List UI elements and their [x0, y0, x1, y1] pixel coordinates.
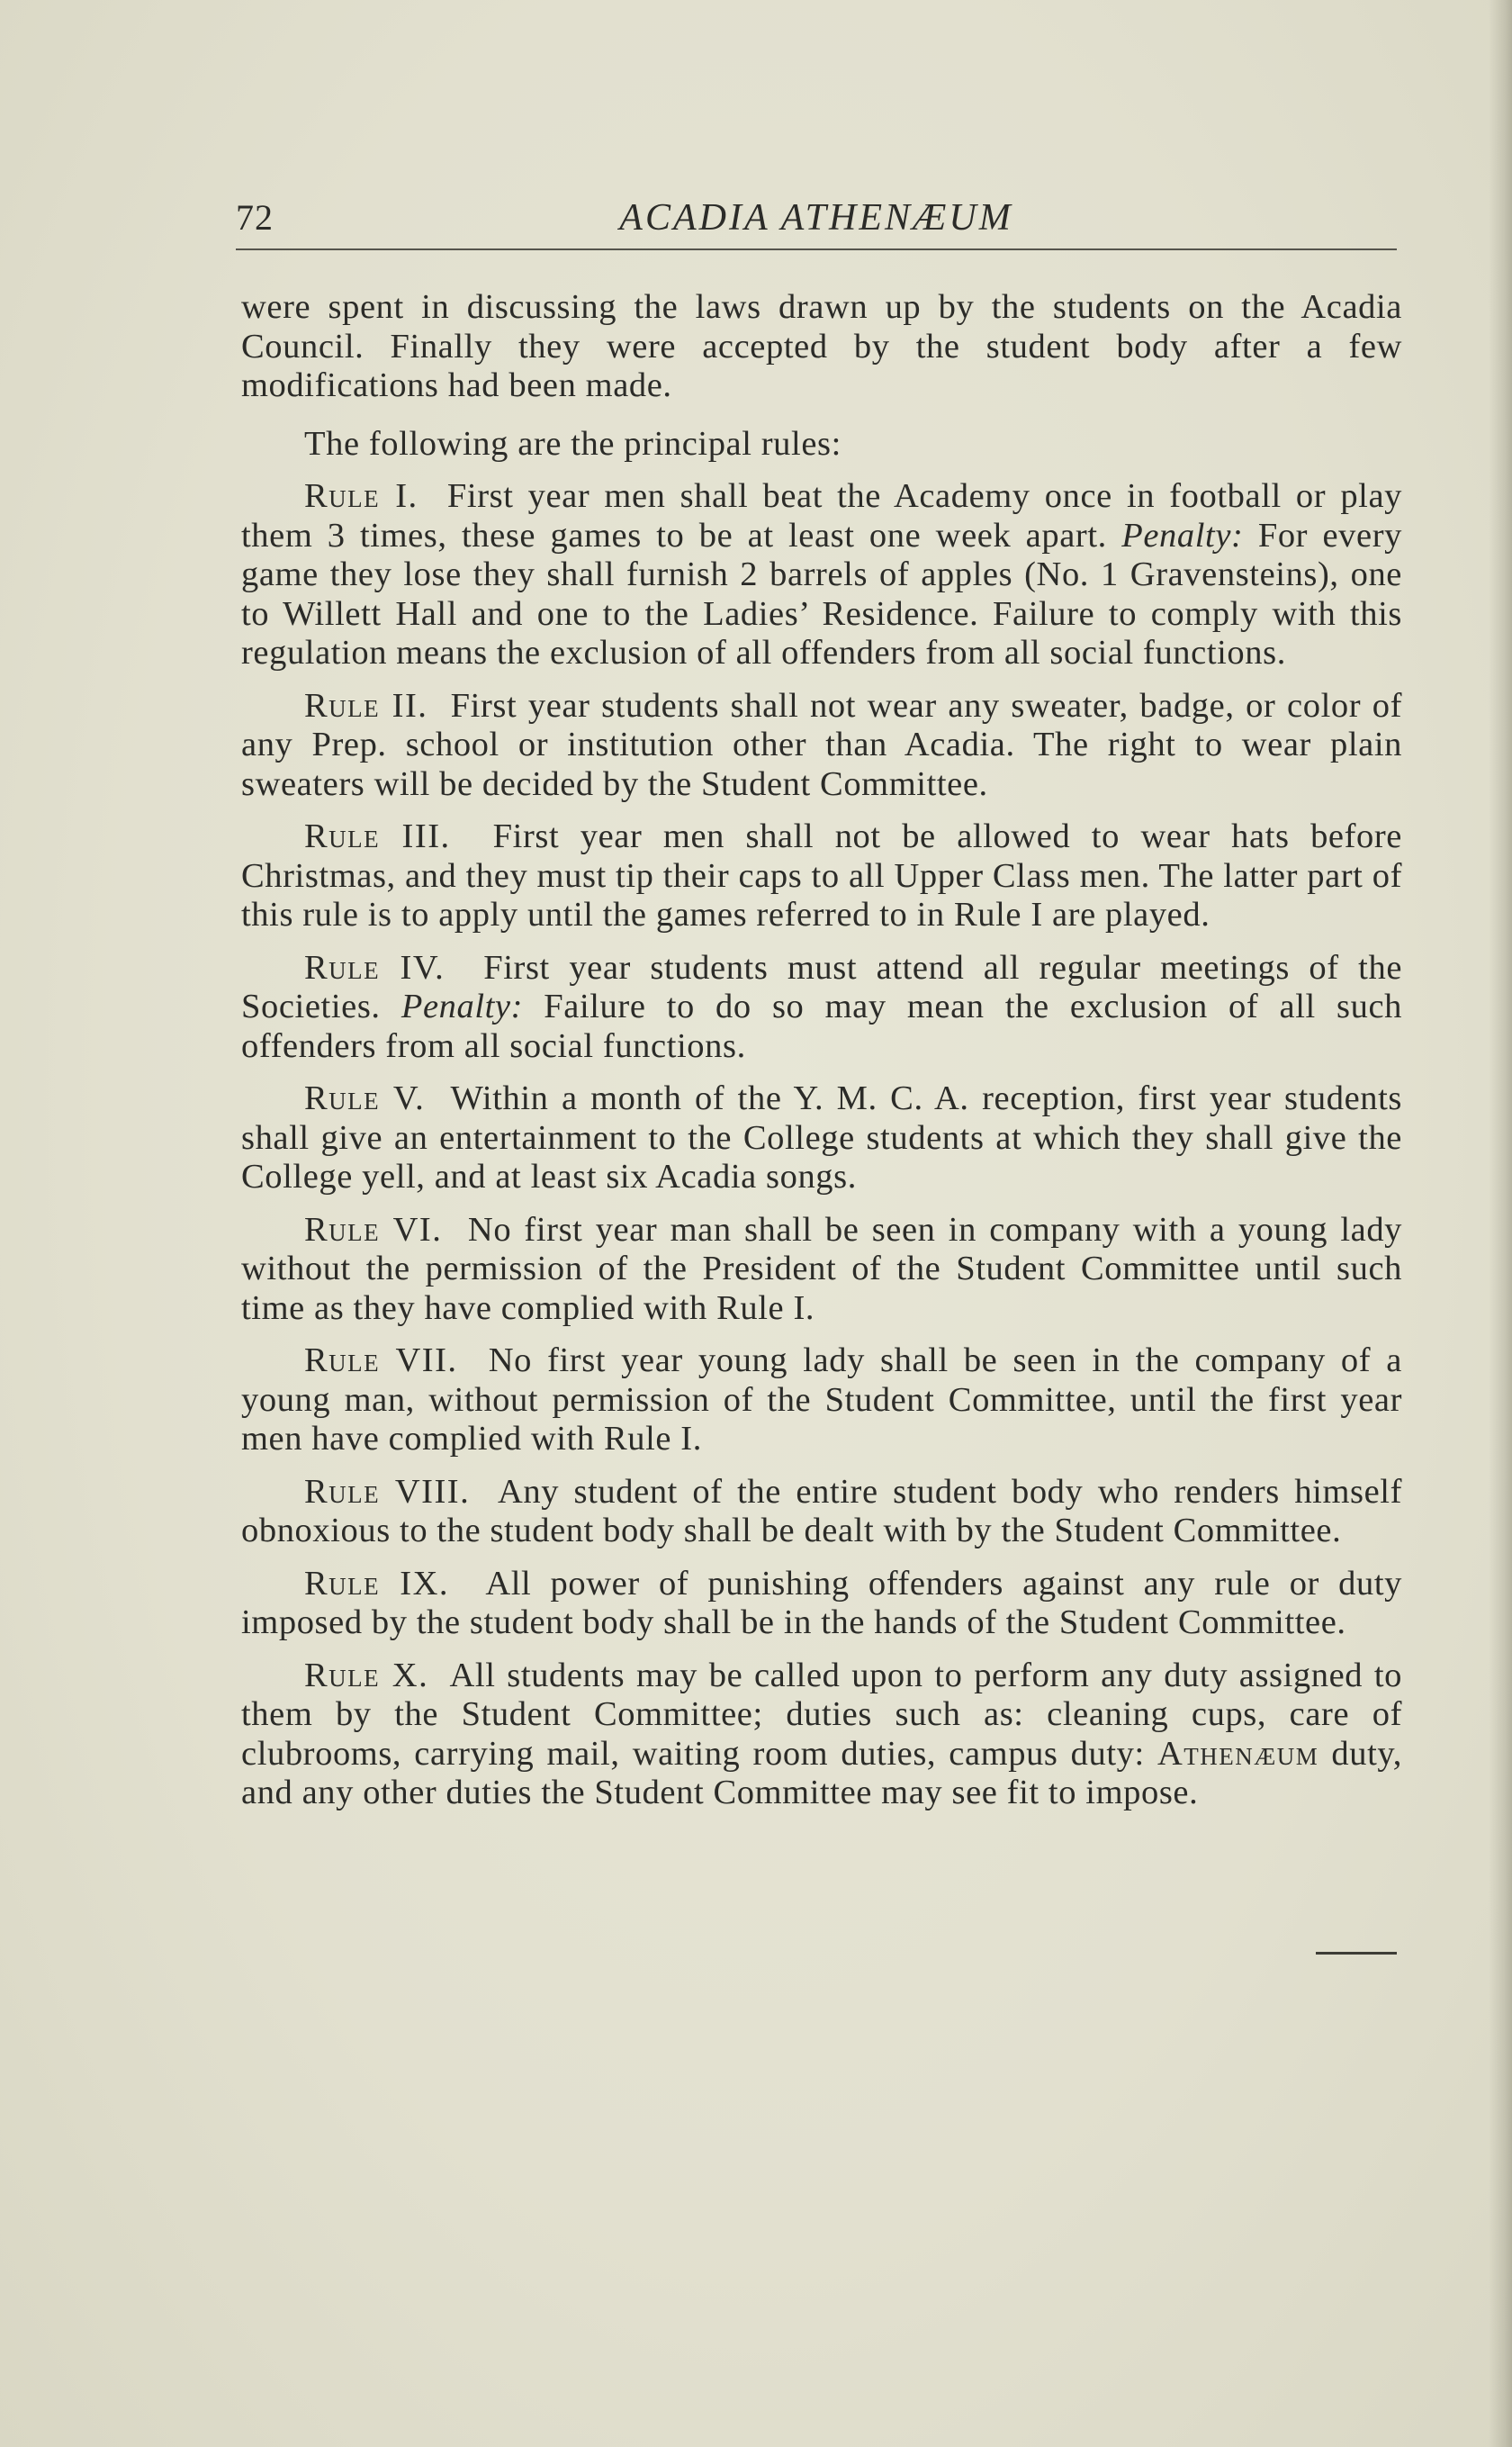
penalty-label: Penalty:: [1121, 516, 1244, 555]
page-number: 72: [236, 197, 274, 238]
rule-text: Within a month of the Y. M. C. A. reception, first year students shall give an entertainment to the College students at which they shall give the College yell, and at least six Acadia songs.: [241, 1079, 1402, 1196]
rule-text: First year students shall not wear any sweater, badge, or color of any Prep. school or institution other than Acadia. The right to wear plain sweaters will be decided by the Student Committee.: [241, 686, 1403, 803]
rule-text: All power of punishing offenders against any rule or duty imposed by the student body shall be in the hands of the Student Committee.: [241, 1564, 1403, 1641]
rule-label: Rule II.: [304, 686, 428, 725]
rule-4: [241, 949, 1402, 1067]
rule-8: [241, 1473, 1402, 1551]
rule-text: Any student of the entire student body who renders himself obnoxious to the student body shall be dealt with by the Student Committee.: [241, 1472, 1403, 1549]
rule-label: Rule IX.: [304, 1564, 450, 1603]
penalty-label: Penalty:: [400, 988, 524, 1025]
intro-paragraph: were spent in discussing the laws drawn up by the students on the Acadia Council. Finally they were accepted by the student body after a few modifications had been made.: [241, 288, 1402, 404]
lead-paragraph: The following are the principal rules:: [304, 424, 842, 463]
rule-label: Rule VI.: [304, 1210, 443, 1249]
rule-label: Rule I.: [304, 477, 418, 515]
header-rule: [236, 248, 1397, 250]
rule-9: [241, 1565, 1402, 1643]
stray-print-mark: [1316, 1952, 1397, 1955]
rule-5: [241, 1079, 1402, 1197]
rule-label: Rule III.: [304, 817, 451, 855]
rule-label: Rule IV.: [304, 948, 446, 987]
rule-label: Rule VIII.: [304, 1472, 471, 1511]
rule-text: First year men shall not be allowed to wear hats before Christmas, and they must tip their caps to all Upper Class men. The latter part of this rule is to apply until the games referred to in Rule I are played.: [241, 817, 1402, 934]
rule-2: [241, 687, 1402, 805]
rule-text: duty, and any other duties the Student Committee may see fit to impose.: [241, 1734, 1402, 1811]
rule-label: Rule V.: [304, 1079, 426, 1117]
rule-text: No first year man shall be seen in company with a young lady without the permission of the President of the Student Committee until such time as they have complied with Rule I.: [241, 1210, 1403, 1327]
rule-10: [241, 1657, 1402, 1813]
rule-text: First year students must attend all regular meetings of the Societies.: [241, 948, 1403, 1025]
athenaeum-smallcaps: Athenæum: [1156, 1734, 1319, 1773]
rule-text: First year men shall beat the Academy once in football or play them 3 times, these games to be at least one week apart.: [241, 477, 1403, 555]
body-text: [241, 288, 1402, 1813]
page-header: [236, 191, 1397, 245]
rule-3: [241, 817, 1402, 935]
rule-label: Rule X.: [304, 1656, 429, 1694]
spine-shadow: [1489, 0, 1512, 2447]
rule-text: All students may be called upon to perform any duty assigned to them by the Student Committee; duties such as: cleaning cups, care of clubrooms, carrying mail, waiting room duties, campus duty:: [241, 1656, 1403, 1773]
rule-label: Rule VII.: [304, 1341, 458, 1379]
rule-1: [241, 477, 1402, 673]
rule-text: Failure to do so may mean the exclusion of all such offenders from all social functions.: [241, 988, 1402, 1065]
rule-7: [241, 1341, 1402, 1459]
rule-6: [241, 1211, 1402, 1329]
running-head: ACADIA ATHENÆUM: [619, 197, 1013, 239]
rule-text: For every game they lose they shall furnish 2 barrels of apples (No. 1 Gravensteins), one to Willett Hall and one to the Ladies’ Residence. Failure to comply with this regulation means the exclusion of all offenders from all social functions.: [241, 516, 1402, 672]
rule-text: No first year young lady shall be seen in the company of a young man, without permission of the Student Committee, until the first year men have complied with Rule I.: [241, 1341, 1402, 1458]
